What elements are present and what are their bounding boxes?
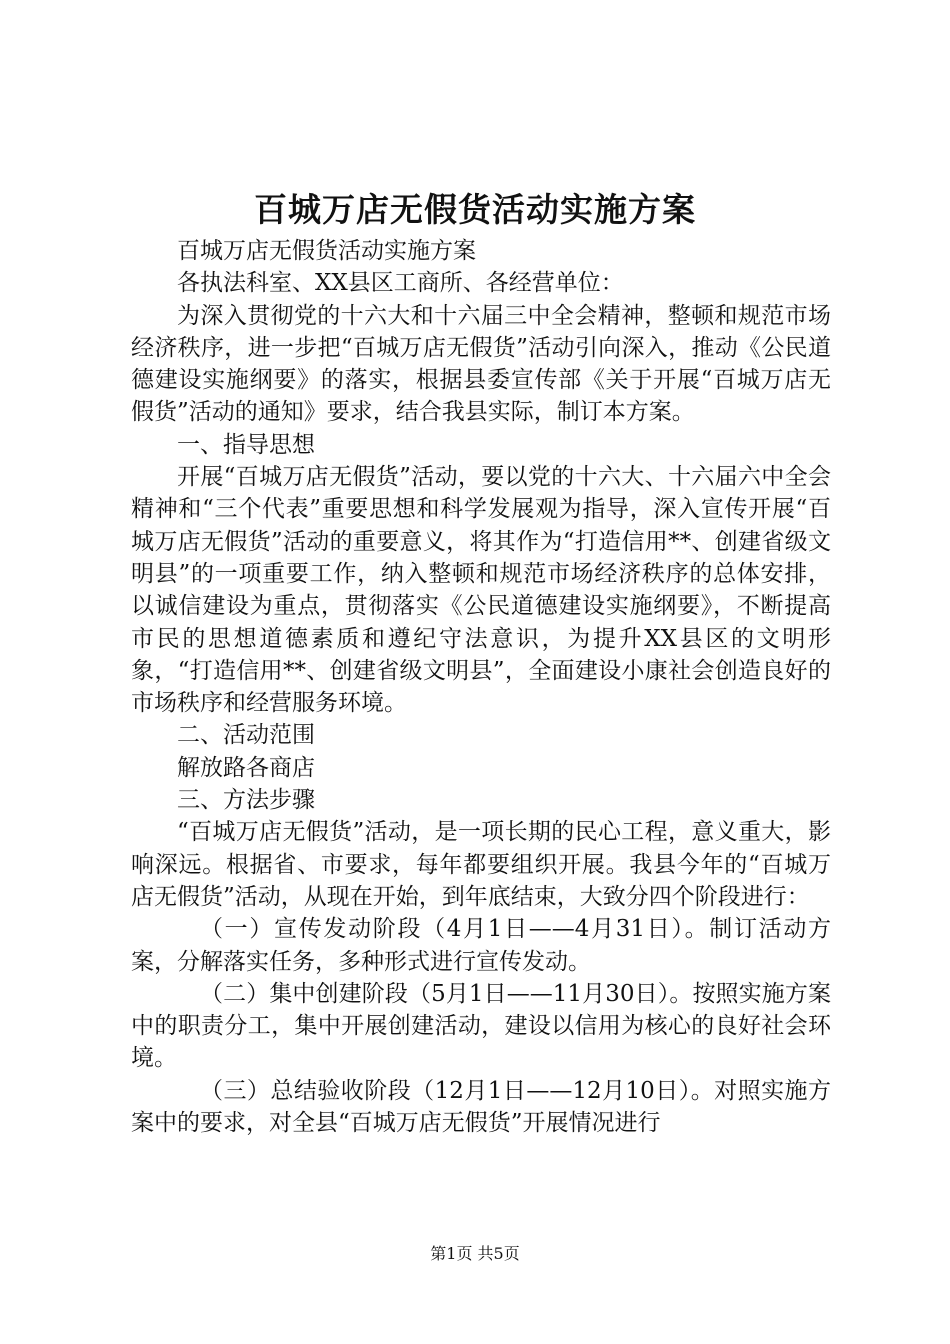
document-body — [131, 235, 831, 1139]
paragraph: 百城万店无假货活动实施方案 — [177, 238, 476, 264]
paragraph: 开展“百城万店无假货”活动，要以党的十六大、十六届六中全会精神和“三个代表”重要思想和科学发展观为指导，深入宣传开展“百城万店无假货”活动的重要意义，将其作为“打造信用**、创建省级文明县”的一项重要工作，纳入整顿和规范市场经济秩序的总体安排，以诚信建设为重点，贯彻落实《公民道德建设实施纲要》，不断提高市民的思想道德素质和遵纪守法意识，为提升XX县区的文明形象，“打造信用**、创建省级文明县”，全面建设小康社会创造良好的市场秩序和经营服务环境。 — [131, 464, 831, 717]
paragraph: 各执法科室、XX县区工商所、各经营单位： — [177, 270, 624, 297]
section-heading: 三、方法步骤 — [177, 787, 315, 814]
paragraph: “百城万店无假货”活动，是一项长期的民心工程，意义重大，影响深远。根据省、市要求，每年都要组织开展。我县今年的“百城万店无假货”活动，从现在开始，到年底结束，大致分四个阶段进行： — [131, 819, 831, 910]
stage-paragraph: （二）集中创建阶段（5月1日——11月30日）。按照实施方案中的职责分工，集中开展创建活动，建设以信用为核心的良好社会环境。 — [131, 980, 831, 1072]
paragraph: 解放路各商店 — [177, 754, 315, 781]
paragraph: 为深入贯彻党的十六大和十六届三中全会精神，整顿和规范市场经济秩序，进一步把“百城万店无假货”活动引向深入，推动《公民道德建设实施纲要》的落实，根据县委宣传部《关于开展“百城万店无假货”活动的通知》要求，结合我县实际，制订本方案。 — [131, 302, 831, 426]
stage-paragraph: （一）宣传发动阶段（4月1日——4月31日）。制订活动方案，分解落实任务，多种形式进行宣传发动。 — [131, 916, 831, 975]
page-number-footer: 第1页 共5页 — [430, 1244, 520, 1263]
section-heading: 一、指导思想 — [177, 431, 315, 458]
stage-paragraph: （三）总结验收阶段（12月1日——12月10日）。对照实施方案中的要求，对全县“百城万店无假货”开展情况进行 — [131, 1077, 831, 1137]
document-title: 百城万店无假货活动实施方案 — [254, 190, 696, 229]
section-heading: 二、活动范围 — [177, 722, 315, 749]
